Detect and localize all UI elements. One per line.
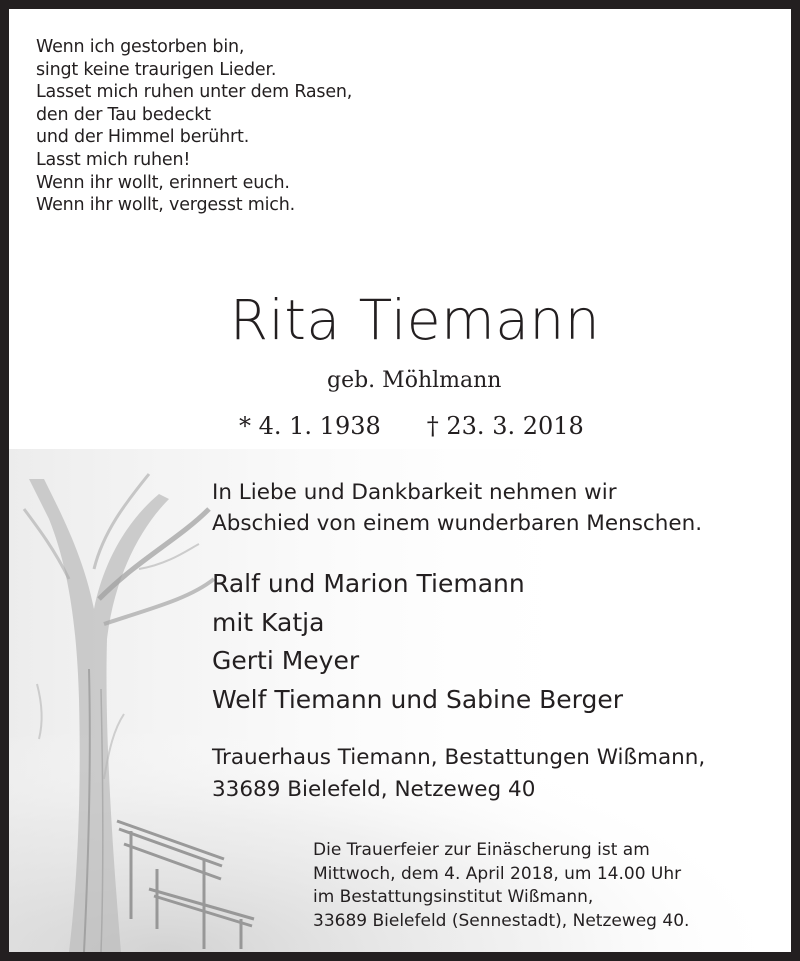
mourning-house-address	[212, 742, 705, 806]
birth-name: geb. Möhlmann	[327, 368, 502, 393]
address-line: 33689 Bielefeld, Netzeweg 40	[212, 777, 536, 802]
poem-line: den der Tau bedeckt	[36, 104, 211, 125]
family-member: mit Katja	[212, 607, 325, 637]
family-member: Welf Tiemann und Sabine Berger	[212, 684, 624, 714]
poem	[36, 36, 352, 217]
thanks-line: In Liebe und Dankbarkeit nehmen wir	[212, 480, 617, 505]
poem-line: Wenn ihr wollt, erinnert euch.	[36, 172, 290, 193]
poem-line: singt keine traurigen Lieder.	[36, 59, 277, 80]
poem-line: Wenn ihr wollt, vergesst mich.	[36, 195, 295, 216]
death-date: † 23. 3. 2018	[426, 412, 584, 440]
ceremony-line: 33689 Bielefeld (Sennestadt), Netzeweg 40.	[313, 910, 690, 931]
poem-line: Wenn ich gestorben bin,	[36, 37, 245, 57]
ceremony-line: im Bestattungsinstitut Wißmann,	[313, 887, 594, 907]
ceremony-line: Die Trauerfeier zur Einäscherung ist am	[313, 840, 650, 860]
poem-line: und der Himmel berührt.	[36, 127, 250, 148]
ceremony-line: Mittwoch, dem 4. April 2018, um 14.00 Uhr	[313, 863, 682, 884]
family-list	[212, 565, 623, 719]
life-dates	[239, 409, 584, 443]
family-member: Gerti Meyer	[212, 646, 360, 675]
birth-date: * 4. 1. 1938	[239, 412, 381, 440]
address-line: Trauerhaus Tiemann, Bestattungen Wißmann,	[212, 745, 706, 770]
deceased-name: Rita Tiemann	[229, 288, 601, 352]
thanks-text	[212, 477, 702, 539]
poem-line: Lasst mich ruhen!	[36, 149, 191, 170]
family-member: Ralf und Marion Tiemann	[212, 569, 525, 598]
thanks-line: Abschied von einem wunderbaren Menschen.	[212, 511, 703, 536]
poem-line: Lasset mich ruhen unter dem Rasen,	[36, 82, 353, 103]
ceremony-info	[313, 839, 689, 933]
obituary-notice	[9, 9, 791, 952]
